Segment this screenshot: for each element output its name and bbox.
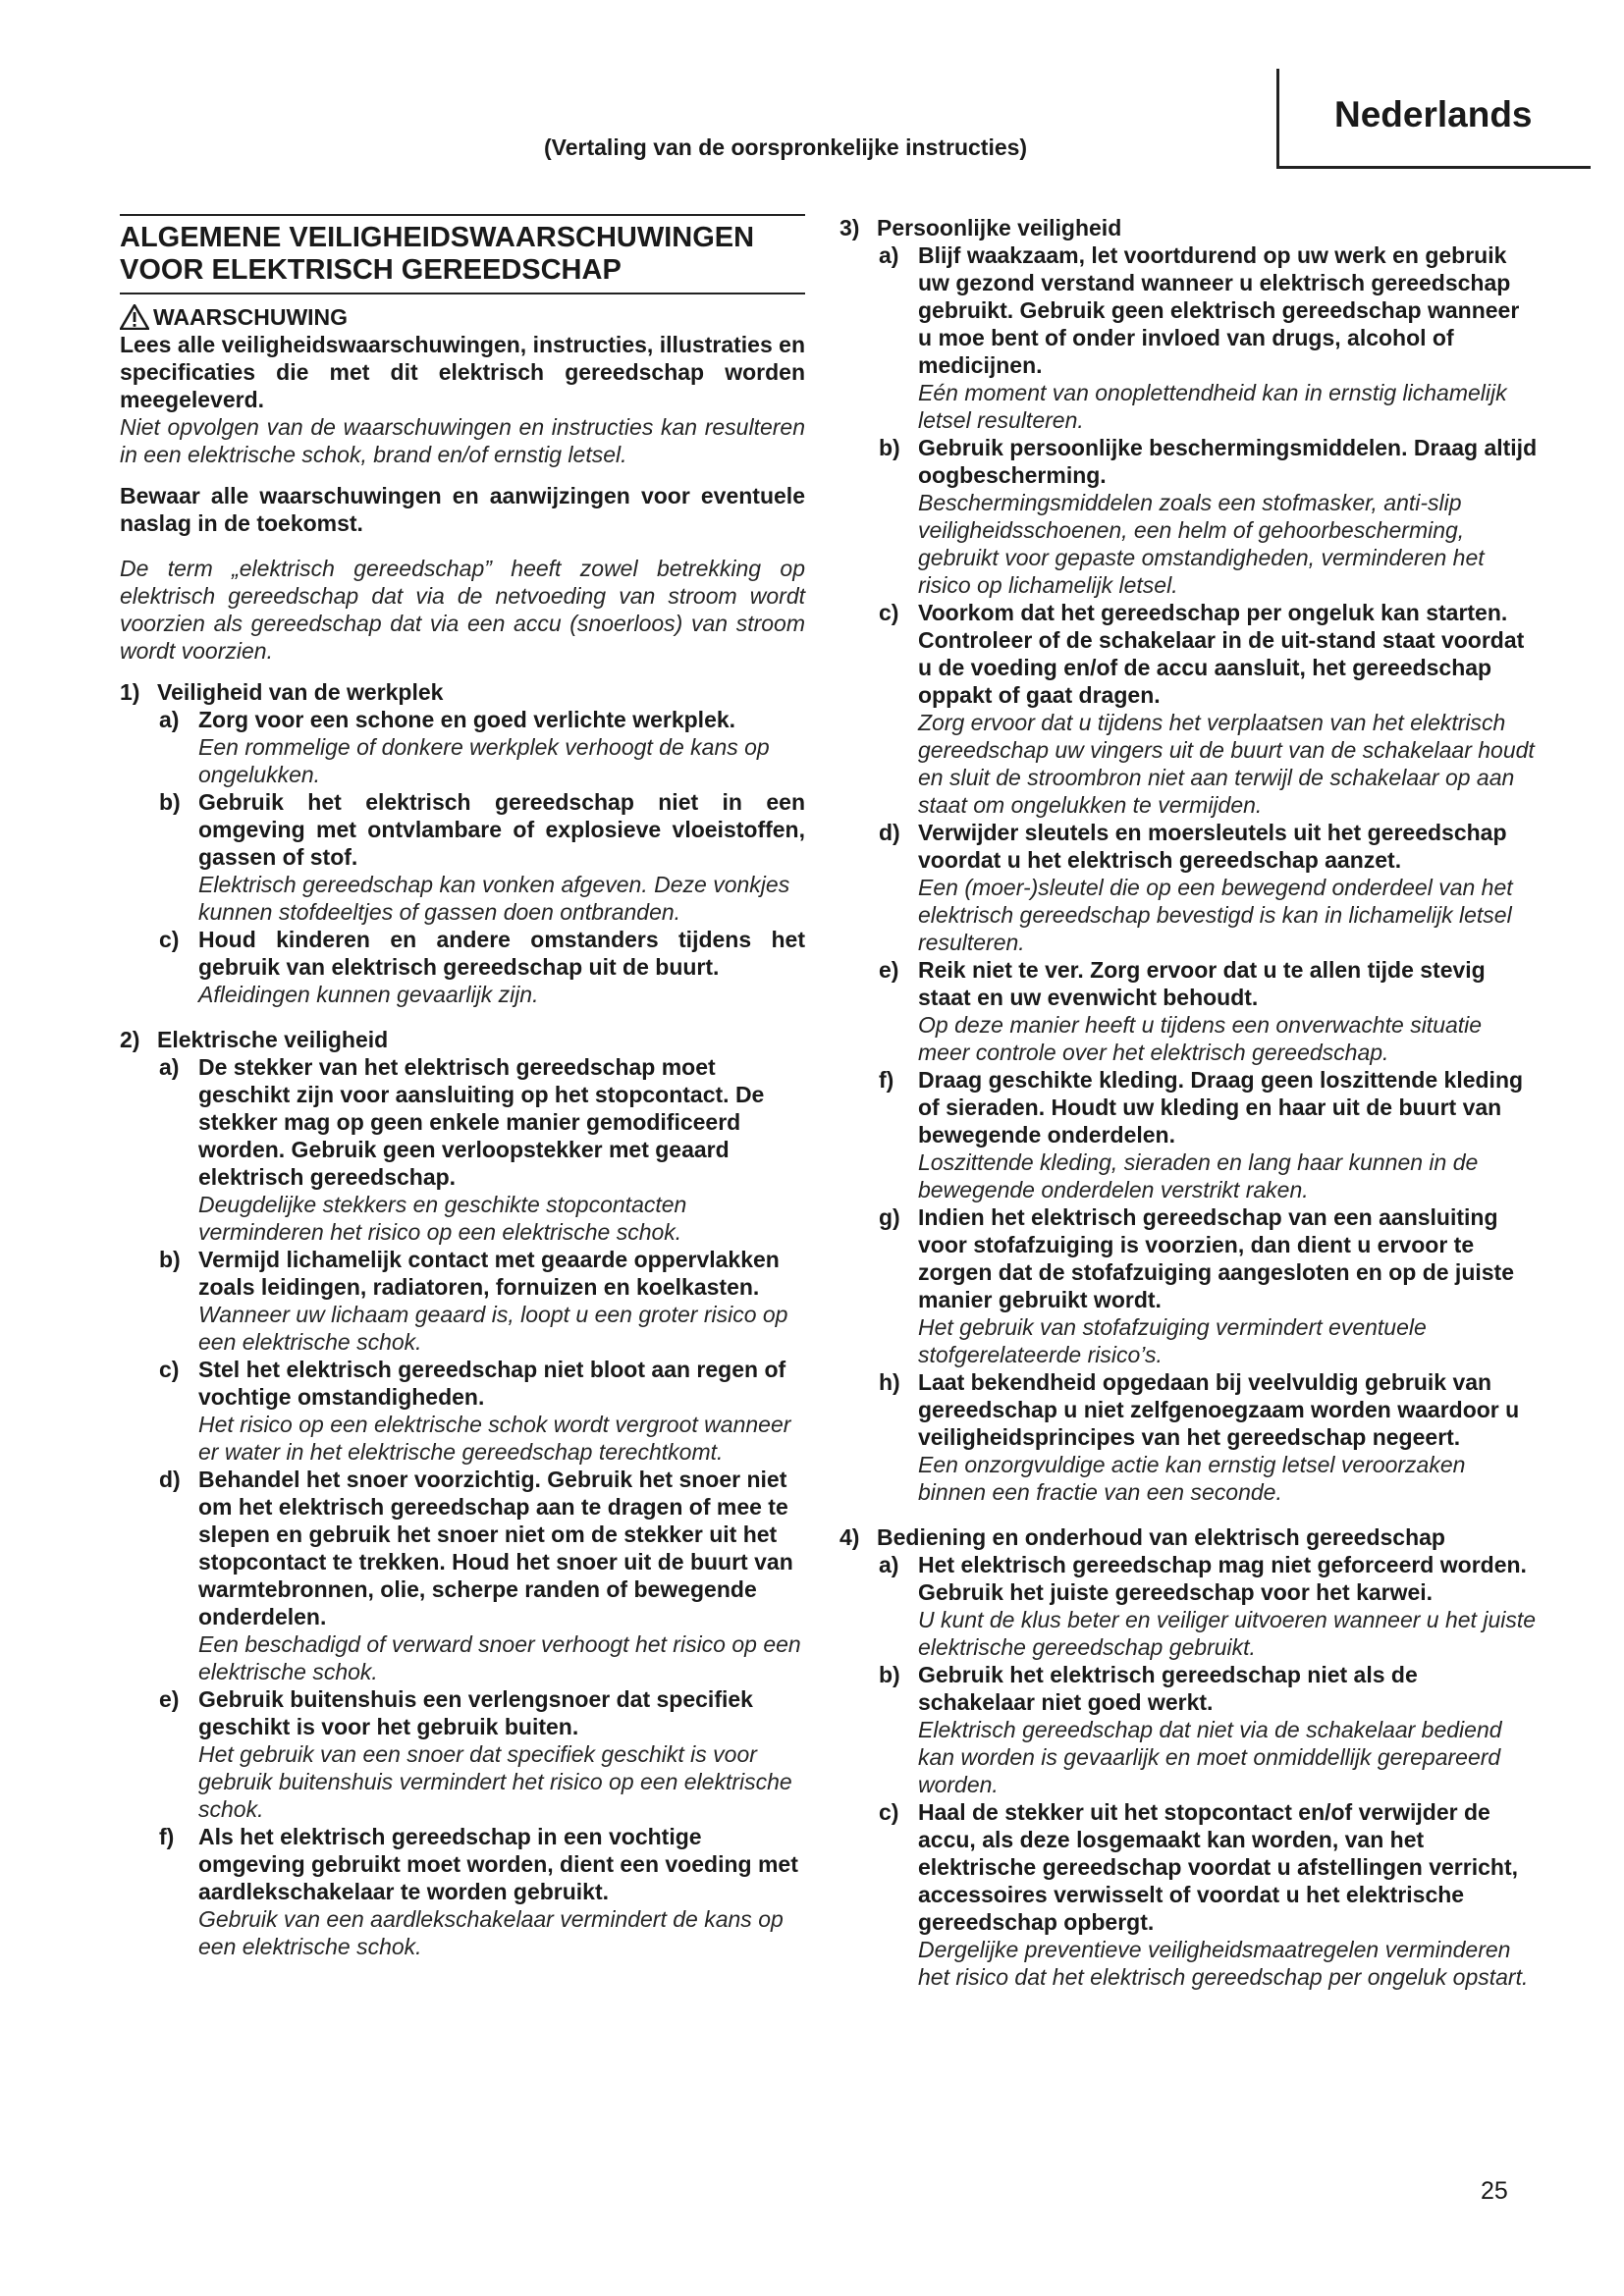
language-box [1276, 69, 1591, 169]
list-item: b) Gebruik persoonlijke beschermingsmiddelen. Draag altijd oogbescherming. Beschermingsmiddelen zoals een stofmasker, anti-slip veiligheidsschoenen, een helm of gehoorbescherming, gebruikt voor gepaste omstandigheden, verminderen het risico op lichamelijk letsel. [879, 435, 1538, 598]
list-item: c) Houd kinderen en andere omstanders tijdens het gebruik van elektrisch gereedschap uit de buurt. Afleidingen kunnen gevaarlijk zijn. [159, 927, 805, 1007]
section-title: 1) Veiligheid van de werkplek [120, 679, 444, 705]
heading-line-1: ALGEMENE VEILIGHEIDSWAARSCHUWINGEN [120, 222, 755, 253]
section-4 [839, 1523, 1539, 1991]
left-column [120, 214, 805, 1960]
list-item: d) Behandel het snoer voorzichtig. Gebruik het snoer niet om het elektrisch gereedschap aan te dragen of mee te slepen en gebruik het snoer niet om de stekker uit het stopcontact te trekken. Houd het snoer uit de buurt van warmtebronnen, olie, scherpe randen of bewegende onderdelen. Een beschadigd of verward snoer verhoogt het risico op een elektrische schok. [159, 1467, 801, 1684]
section-title: 3) Persoonlijke veiligheid [839, 215, 1122, 240]
warning-label: WAARSCHUWING [153, 304, 349, 330]
right-column [839, 214, 1539, 1991]
list-item: c) Voorkom dat het gereedschap per ongeluk kan starten. Controleer of de schakelaar in de uit-stand staat voordat u de voeding en/of de accu aansluit, het gereedschap oppakt of gaat dragen. Zorg ervoor dat u tijdens het verplaatsen van het elektrisch gereedschap uw vingers uit de buurt van de schakelaar houdt en sluit de stroombron niet aan terwijl de schakelaar op aan staat om ongelukken te vermijden. [879, 600, 1535, 818]
heading-line-2: VOOR ELEKTRISCH GEREEDSCHAP [120, 254, 622, 286]
list-item: b) Gebruik het elektrisch gereedschap niet in een omgeving met ontvlambare of explosieve vloeistoffen, gassen of stof. Elektrisch gereedschap kan vonken afgeven. Deze vonkjes kunnen stofdeeltjes of gassen doen ontbranden. [159, 789, 805, 925]
list-item: f) Als het elektrisch gereedschap in een vochtige omgeving gebruikt moet worden, dient een voeding met aardlekschakelaar te worden gebruikt. Gebruik van een aardlekschakelaar vermindert de kans op een elektrische schok. [159, 1824, 798, 1959]
intro-bold: Lees alle veiligheidswaarschuwingen, instructies, illustraties en specificaties die met dit elektrisch gereedschap worden meegeleverd. [120, 332, 805, 412]
list-item: c) Haal de stekker uit het stopcontact en/of verwijder de accu, als deze losgemaakt kan worden, van het elektrische gereedschap voordat u afstellingen verricht, accessoires verwisselt of voordat u het elektrische gereedschap opbergt. Dergelijke preventieve veiligheidsmaatregelen verminderen het risico dat het elektrisch gereedschap per ongeluk opstart. [879, 1799, 1529, 1990]
list-item: g) Indien het elektrisch gereedschap van een aansluiting voor stofafzuiging is voorzien, dan dient u ervoor te zorgen dat de stofafzuiging aangesloten en op de juiste manier gebruikt wordt. Het gebruik van stofafzuiging vermindert eventuele stofgerelateerde risico’s. [879, 1204, 1514, 1367]
language-label: Nederlands [1334, 94, 1533, 134]
list-item: a) Het elektrisch gereedschap mag niet geforceerd worden. Gebruik het juiste gereedschap voor het karwei. U kunt de klus beter en veiliger uitvoeren wanneer u het juiste elektrische gereedschap gebruikt. [879, 1552, 1537, 1660]
section-title: 2) Elektrische veiligheid [120, 1027, 389, 1052]
list-item: f) Draag geschikte kleding. Draag geen loszittende kleding of sieraden. Houdt uw kleding en haar uit de buurt van bewegende onderdelen. Loszittende kleding, sieraden en lang haar kunnen in de bewegende onderdelen verstrikt raken. [879, 1067, 1524, 1202]
list-item: c) Stel het elektrisch gereedschap niet bloot aan regen of vochtige omstandigheden. Het risico op een elektrische schok wordt vergroot wanneer er water in het elektrische gereedschap terechtkomt. [159, 1357, 791, 1465]
list-item: d) Verwijder sleutels en moersleutels uit het gereedschap voordat u het elektrisch gereedschap aanzet. Een (moer-)sleutel die op een bewegend onderdeel van het elektrisch gereedschap bevestigd is kan in lichamelijk letsel resulteren. [879, 820, 1513, 955]
section-2 [120, 1026, 805, 1960]
list-item: a) Blijf waakzaam, let voortdurend op uw werk en gebruik uw gezond verstand wanneer u elektrisch gereedschap gebruikt. Gebruik geen elektrisch gereedschap wanneer u moe bent of onder invloed van drugs, alcohol of medicijnen. Eén moment van onoplettendheid kan in ernstig lichamelijk letsel resulteren. [879, 242, 1520, 433]
term-definition: De term „elektrisch gereedschap” heeft zowel betrekking op elektrisch gereedschap dat via de netvoeding van stroom wordt voorzien als gereedschap dat via een accu (snoerloos) van stroom wordt voorzien. [120, 556, 805, 664]
list-item: e) Gebruik buitenshuis een verlengsnoer dat specifiek geschikt is voor het gebruik buiten. Het gebruik van een snoer dat specifiek geschikt is voor gebruik buitenshuis vermindert het risico op een elektrische schok. [159, 1686, 792, 1822]
warning-line [120, 303, 805, 331]
section-1 [120, 678, 805, 1008]
intro-italic: Niet opvolgen van de waarschuwingen en instructies kan resulteren in een elektrische schok, brand en/of ernstig letsel. [120, 414, 805, 467]
list-item: b) Vermijd lichamelijk contact met geaarde oppervlakken zoals leidingen, radiatoren, fornuizen en koelkasten. Wanneer uw lichaam geaard is, loopt u een groter risico op een elektrische schok. [159, 1247, 788, 1355]
list-item: a) De stekker van het elektrisch gereedschap moet geschikt zijn voor aansluiting op het stopcontact. De stekker mag op geen enkele manier gemodificeerd worden. Gebruik geen verloopstekker met geaard elektrisch gereedschap. Deugdelijke stekkers en geschikte stopcontacten verminderen het risico op een elektrische schok. [159, 1054, 765, 1245]
translation-subtitle: (Vertaling van de oorspronkelijke instructies) [544, 134, 1028, 160]
section-title: 4) Bediening en onderhoud van elektrisch gereedschap [839, 1524, 1445, 1550]
keep-instructions: Bewaar alle waarschuwingen en aanwijzingen voor eventuele naslag in de toekomst. [120, 483, 805, 536]
warning-triangle-icon [120, 304, 149, 330]
list-item: a) Zorg voor een schone en goed verlichte werkplek. Een rommelige of donkere werkplek verhoogt de kans op ongelukken. [159, 707, 770, 787]
section-3 [839, 214, 1539, 1506]
list-item: h) Laat bekendheid opgedaan bij veelvuldig gebruik van gereedschap u niet zelfgenoegzaam worden waardoor u veiligheidsprincipes van het gereedschap negeert. Een onzorgvuldige actie kan ernstig letsel veroorzaken binnen een fractie van een seconde. [879, 1369, 1520, 1505]
page-number: 25 [1481, 2177, 1508, 2205]
list-item: b) Gebruik het elektrisch gereedschap niet als de schakelaar niet goed werkt. Elektrisch gereedschap dat niet via de schakelaar bediend kan worden is gevaarlijk en moet onmiddellijk gerepareerd worden. [879, 1662, 1502, 1797]
list-item: e) Reik niet te ver. Zorg ervoor dat u te allen tijde stevig staat en uw evenwicht behoudt. Op deze manier heeft u tijdens een onverwachte situatie meer controle over het elektrisch gereedschap. [879, 957, 1486, 1065]
section-heading [120, 214, 805, 294]
